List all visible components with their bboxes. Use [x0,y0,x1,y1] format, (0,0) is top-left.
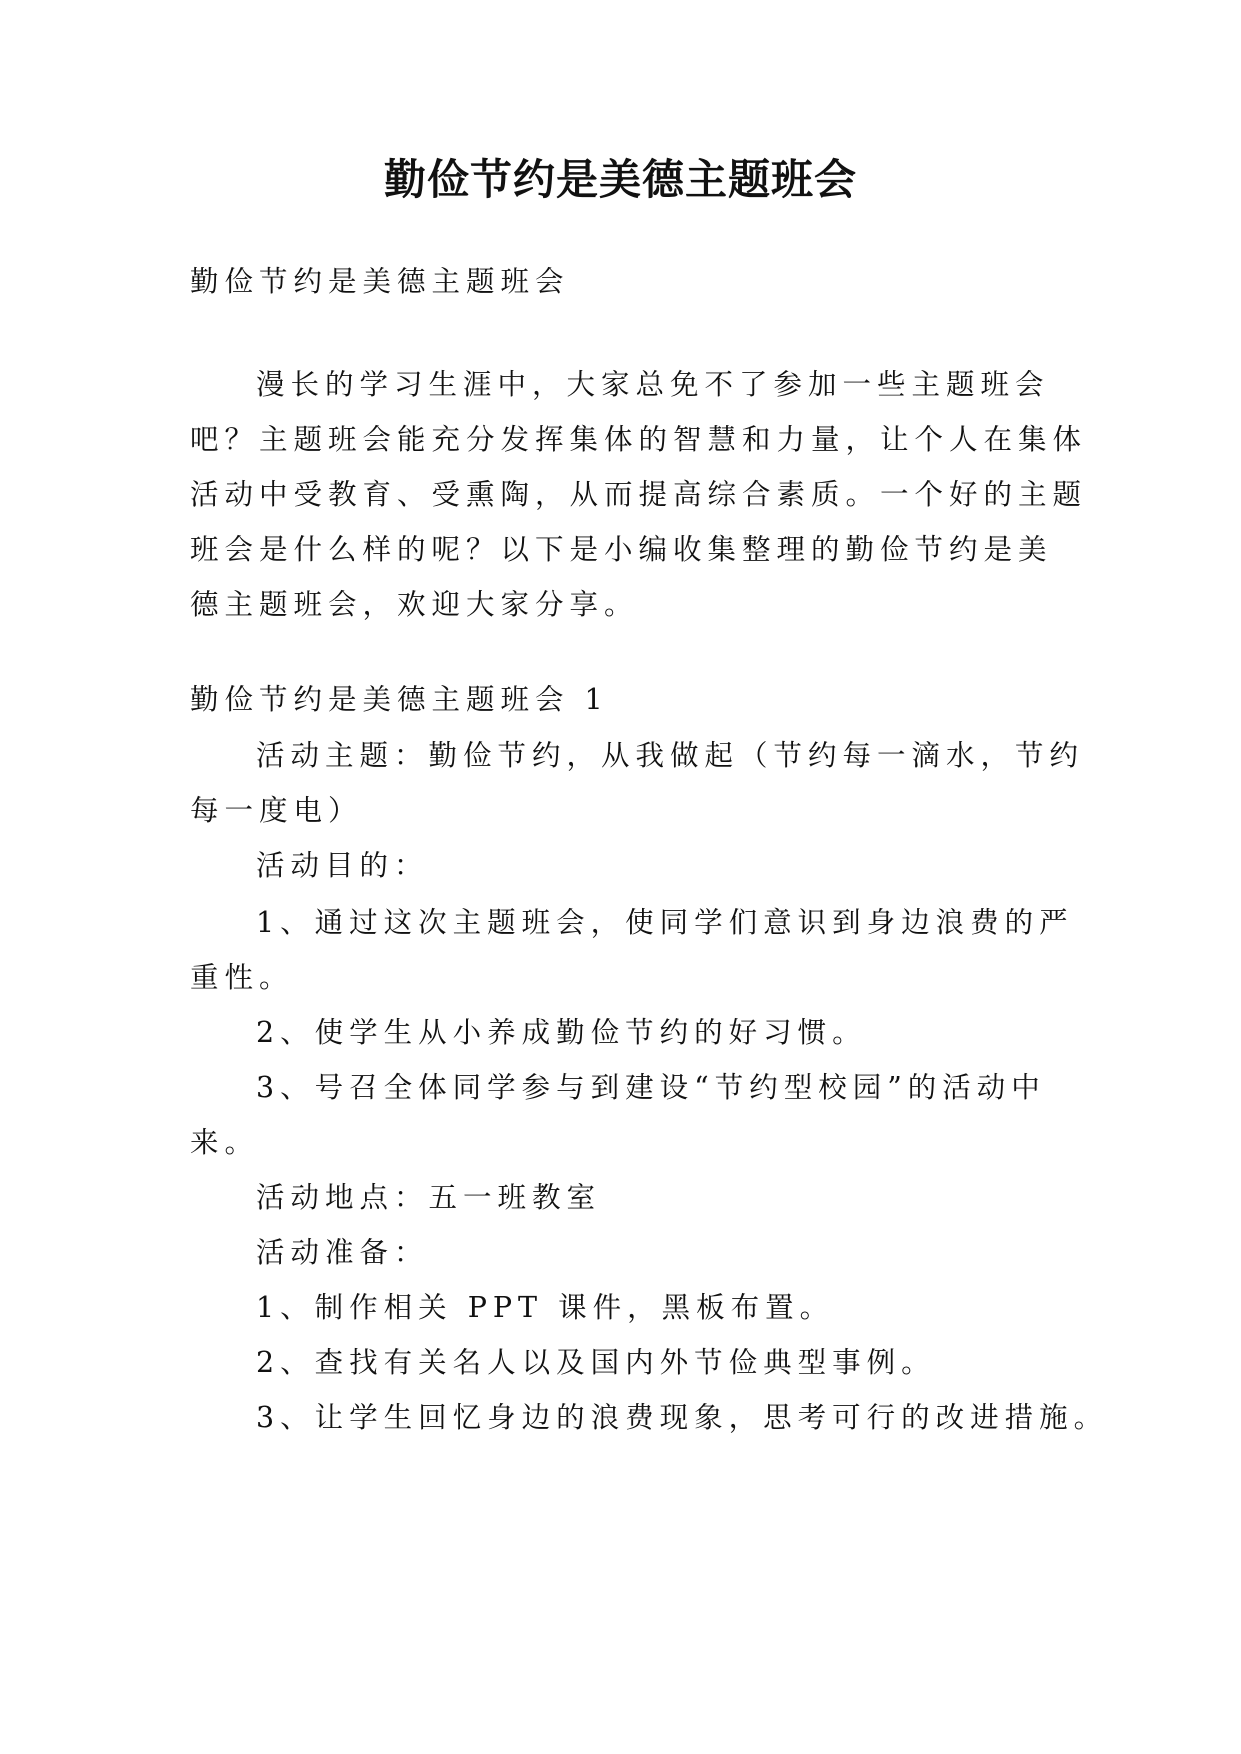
activity-purpose-label: 活动目的： [256,849,429,882]
activity-theme-line-2: 每一度电） [190,794,363,827]
section-heading: 勤俭节约是美德主题班会 1 [190,683,609,716]
intro-line-5: 德主题班会，欢迎大家分享。 [190,588,639,621]
document-subtitle: 勤俭节约是美德主题班会 [190,265,570,298]
purpose-item-3-line-2: 来。 [190,1126,260,1159]
intro-line-3: 活动中受教育、受熏陶，从而提高综合素质。一个好的主题 [190,478,1088,511]
preparation-item-2: 2、查找有关名人以及国内外节俭典型事例。 [256,1346,936,1379]
preparation-item-1: 1、制作相关 PPT 课件，黑板布置。 [256,1291,835,1324]
intro-line-4: 班会是什么样的呢？以下是小编收集整理的勤俭节约是美 [190,533,1053,566]
purpose-item-3-line-1: 3、号召全体同学参与到建设“节约型校园”的活动中 [256,1071,1046,1104]
intro-line-2: 吧？主题班会能充分发挥集体的智慧和力量，让个人在集体 [190,423,1088,456]
intro-line-1: 漫长的学习生涯中，大家总免不了参加一些主题班会 [256,368,1050,401]
preparation-item-3: 3、让学生回忆身边的浪费现象，思考可行的改进措施。 [256,1401,1109,1434]
activity-preparation-label: 活动准备： [256,1236,429,1269]
purpose-item-1-line-2: 重性。 [190,961,294,994]
activity-theme-line-1: 活动主题：勤俭节约，从我做起（节约每一滴水，节约 [256,739,1085,772]
purpose-item-1-line-1: 1、通过这次主题班会，使同学们意识到身边浪费的严 [256,906,1074,939]
purpose-item-2: 2、使学生从小养成勤俭节约的好习惯。 [256,1016,867,1049]
document-title: 勤俭节约是美德主题班会 [383,155,857,204]
activity-location: 活动地点：五一班教室 [256,1181,602,1214]
